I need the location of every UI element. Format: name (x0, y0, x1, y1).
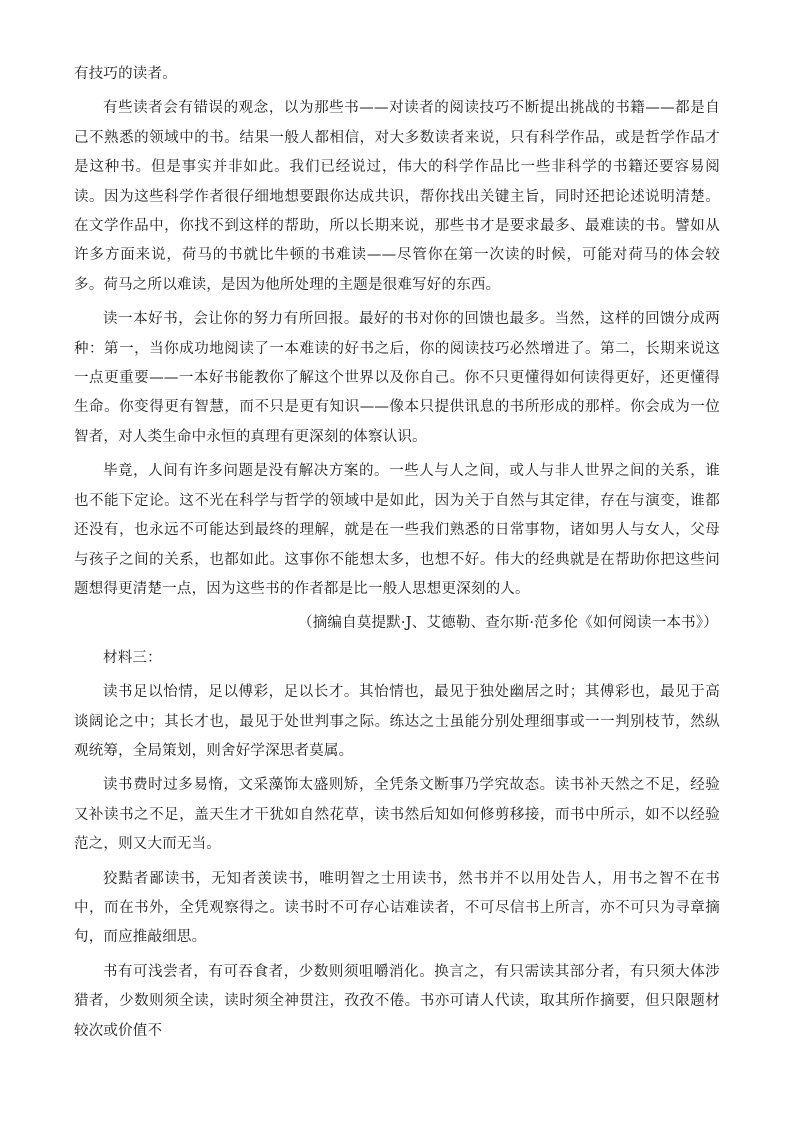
source-citation: （摘编自莫提默·J、艾德勒、查尔斯·范多伦《如何阅读一本书》） (298, 615, 718, 632)
material-label: 材料三： (103, 649, 162, 666)
material-paragraph: 狡黠者鄙读书，无知者羡读书，唯明智之士用读书，然书并不以用处告人，用书之智不在书中，而在书外，全凭观察得之。读书时不可存心诘难读者，不可尽信书上所言，亦不可只为寻章摘句，而应推敲细思。 (74, 870, 720, 946)
paragraph-continuation: 有技巧的读者。 (74, 66, 177, 82)
paragraph: 读一本好书，会让你的努力有所回报。最好的书对你的回馈也最多。当然，这样的回馈分成两种：第一，当你成功地阅读了一本难读的好书之后，你的阅读技巧必然增进了。第二，长期来说这一点更重要——一本好书能教你了解这个世界以及你自己。你不只更懂得如何读得更好，还更懂得生命。你变得更有智慧，而不只是更有知识——像本只提供讯息的书所形成的那样。你会成为一位智者，对人类生命中永恒的真理有更深刻的体察认识。 (74, 311, 720, 445)
paragraph: 有些读者会有错误的观念，以为那些书——对读者的阅读技巧不断提出挑战的书籍——都是自己不熟悉的领域中的书。结果一般人都相信，对大多数读者来说，只有科学作品，或是哲学作品才是这种书。但是事实并非如此。我们已经说过，伟大的科学作品比一些非科学的书籍还要容易阅读。因为这些科学作者很仔细地想要跟你达成共识，帮你找出关键主旨，同时还把论述说明清楚。在文学作品中，你找不到这样的帮助，所以长期来说，那些书才是要求最多、最难读的书。譬如从许多方面来说，荷马的书就比牛顿的书难读——尽管你在第一次读的时候，可能对荷马的体会较多。荷马之所以难读，是因为他所处理的主题是很难写好的东西。 (74, 100, 720, 293)
material-paragraph: 读书足以怡情，足以傅彩，足以长才。其怡情也，最见于独处幽居之时；其傅彩也，最见于高谈阔论之中；其长才也，最见于处世判事之际。练达之士虽能分别处理细事或一一判别枝节，然纵观统筹，全局策划，则舍好学深思者莫属。 (74, 684, 720, 759)
paragraph: 毕竟，人间有许多问题是没有解决方案的。一些人与人之间，或人与非人世界之间的关系，谁也不能下定论。这不光在科学与哲学的领域中是如此，因为关于自然与其定律，存在与演变，谁都还没有，也永远不可能达到最终的理解，就是在一些我们熟悉的日常事物，诸如男人与女人，父母与孩子之间的关系，也都如此。这事你不能想太多，也想不好。伟大的经典就是在帮助你把这些问题想得更清楚一点，因为这些书的作者都是比一般人思想更深刻的人。 (74, 463, 720, 597)
material-paragraph: 读书费时过多易惰，文采藻饰太盛则矫，全凭条文断事乃学究故态。读书补天然之不足，经验又补读书之不足，盖天生才干犹如自然花草，读书然后知如何修剪移接，而书中所示，如不以经验范之，则又大而无当。 (74, 777, 720, 853)
material-paragraph: 书有可浅尝者，有可吞食者，少数则须咀嚼消化。换言之，有只需读其部分者，有只须大体涉猎者，少数则须全读，读时须全神贯注，孜孜不倦。书亦可请人代读，取其所作摘要，但只限题材较次或价值不 (74, 963, 720, 1039)
document-page (74, 60, 720, 1051)
